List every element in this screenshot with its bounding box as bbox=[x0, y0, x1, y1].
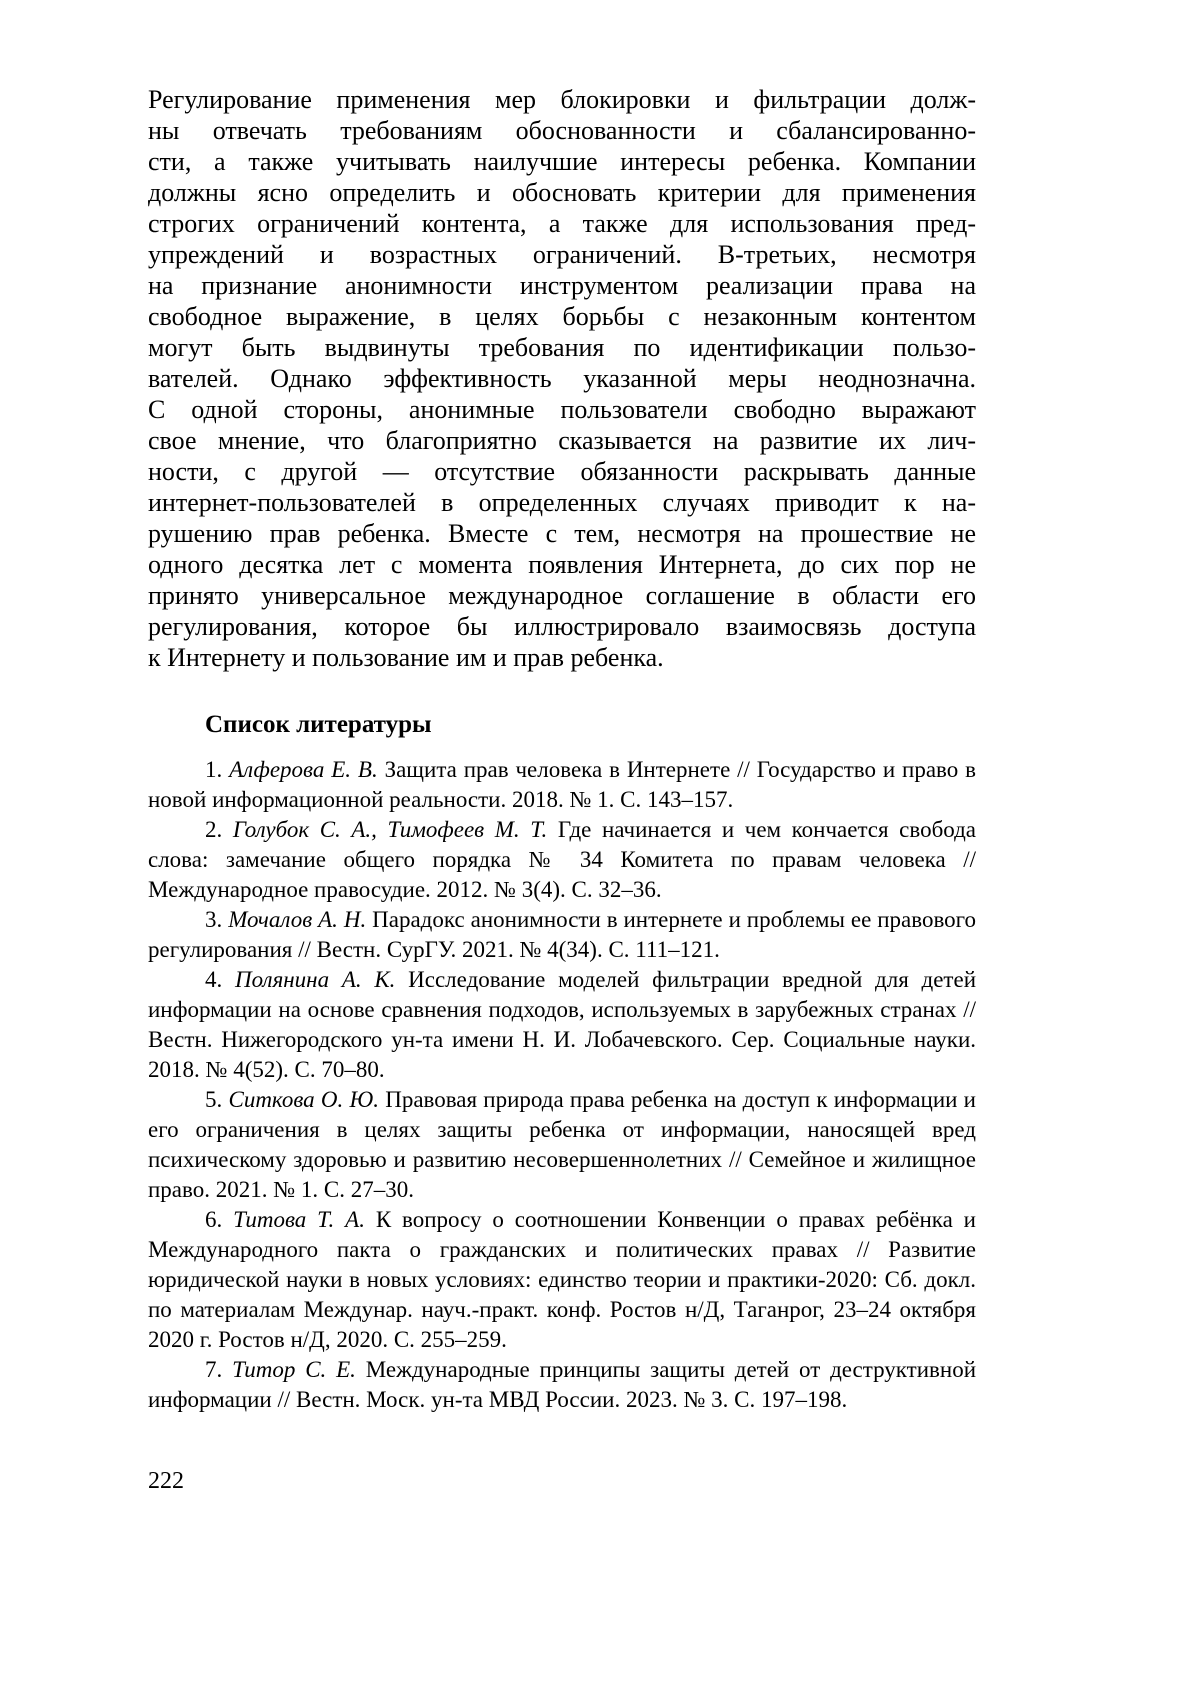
reference-item bbox=[148, 965, 976, 1085]
body-text-line: сти, а также учитывать наилучшие интересы ребенка. Компании bbox=[148, 147, 976, 176]
body-text-line: одного десятка лет с момента появления Интернета, до сих пор не bbox=[148, 550, 976, 579]
body-text-line: Регулирование применения мер блокировки и фильтрации долж- bbox=[148, 85, 976, 114]
body-text-line: на признание анонимности инструментом реализации права на bbox=[148, 271, 976, 300]
reference-text: Исследование моделей фильтрации вредной для детей информации на основе сравнения подходов, используемых в зарубежных странах // Вестн. Нижегородского ун-та имени Н. И. Лобачевского. Сер. Социальные науки. 2018. № 4(52). С. 70–80. bbox=[148, 967, 976, 1082]
reference-number: 1. bbox=[205, 757, 223, 782]
body-text-line: ности, с другой — отсутствие обязанности раскрывать данные bbox=[148, 457, 976, 486]
reference-item bbox=[148, 905, 976, 965]
reference-authors: Титова Т. А. bbox=[233, 1207, 365, 1232]
body-text-line: регулирования, которое бы иллюстрировало взаимосвязь доступа bbox=[148, 612, 976, 641]
body-text-line: принято универсальное международное соглашение в области его bbox=[148, 581, 976, 610]
reference-text: Правовая природа права ребенка на доступ к информации и его ограничения в целях защиты ребенка от информации, наносящей вред психическому здоровью и развитию несовершеннолетних // Семейное и жилищное право. 2021. № 1. С. 27–30. bbox=[148, 1087, 976, 1202]
reference-text: Где начинается и чем кончается свобода слова: замечание общего порядка № 34 Комитета по правам человека // Международное правосудие. 2012. № 3(4). С. 32–36. bbox=[148, 817, 977, 902]
reference-item bbox=[148, 755, 976, 815]
reference-authors: Полянина А. К. bbox=[235, 967, 396, 992]
reference-authors: Мочалов А. Н. bbox=[228, 907, 367, 932]
body-text-line: С одной стороны, анонимные пользователи свободно выражают bbox=[148, 395, 976, 424]
reference-item bbox=[148, 1205, 976, 1355]
reference-authors: Титор С. Е. bbox=[232, 1357, 356, 1382]
reference-authors: Ситкова О. Ю. bbox=[228, 1087, 379, 1112]
reference-item bbox=[148, 815, 976, 905]
reference-text: Парадокс анонимности в интернете и проблемы ее правового регулирования // Вестн. СурГУ. 2021. № 4(34). С. 111–121. bbox=[148, 907, 977, 962]
reference-text: Защита прав человека в Интернете // Государство и право в новой информационной реальности. 2018. № 1. С. 143–157. bbox=[148, 757, 976, 812]
reference-authors: Алферова Е. В. bbox=[229, 757, 378, 782]
page-content bbox=[148, 84, 976, 1415]
reference-number: 5. bbox=[205, 1087, 223, 1112]
body-text-line: ны отвечать требованиям обоснованности и сбалансированно- bbox=[148, 116, 976, 145]
reference-number: 7. bbox=[205, 1357, 223, 1382]
body-text-line: строгих ограничений контента, а также для использования пред- bbox=[148, 209, 976, 238]
reference-text: К вопросу о соотношении Конвенции о правах ребёнка и Международного пакта о гражданских и политических правах // Развитие юридической науки в новых условиях: единство теории и практики-2020: Сб. докл. по материалам Междунар. науч.-практ. конф. Ростов н/Д, Таганрог, 23–24 октября 2020 г. Ростов н/Д, 2020. С. 255–259. bbox=[148, 1207, 976, 1352]
body-paragraph bbox=[148, 84, 976, 673]
reference-authors: Голубок С. А., Тимофеев М. Т. bbox=[232, 817, 548, 842]
reference-number: 6. bbox=[205, 1207, 223, 1232]
bibliography-heading: Список литературы bbox=[205, 711, 432, 738]
bibliography-list bbox=[148, 755, 976, 1415]
body-text-line: вателей. Однако эффективность указанной меры неоднозначна. bbox=[148, 364, 976, 393]
body-text-line: упреждений и возрастных ограничений. В-третьих, несмотря bbox=[148, 240, 976, 269]
body-text-line: могут быть выдвинуты требования по идентификации пользо- bbox=[148, 333, 976, 362]
reference-item bbox=[148, 1085, 976, 1205]
body-text-line: интернет-пользователей в определенных случаях приводит к на- bbox=[148, 488, 976, 517]
body-text-line: свободное выражение, в целях борьбы с незаконным контентом bbox=[148, 302, 976, 331]
reference-number: 3. bbox=[205, 907, 223, 932]
reference-text: Международные принципы защиты детей от деструктивной информации // Вестн. Моск. ун-та МВД России. 2023. № 3. С. 197–198. bbox=[148, 1357, 977, 1412]
page-number: 222 bbox=[148, 1468, 184, 1494]
reference-number: 2. bbox=[205, 817, 223, 842]
body-text-line: рушению прав ребенка. Вместе с тем, несмотря на прошествие не bbox=[148, 519, 976, 548]
reference-item bbox=[148, 1355, 976, 1415]
body-text-line: к Интернету и пользование им и прав ребенка. bbox=[148, 643, 664, 672]
body-text-line: должны ясно определить и обосновать критерии для применения bbox=[148, 178, 976, 207]
body-text-line: свое мнение, что благоприятно сказывается на развитие их лич- bbox=[148, 426, 976, 455]
reference-number: 4. bbox=[205, 967, 223, 992]
